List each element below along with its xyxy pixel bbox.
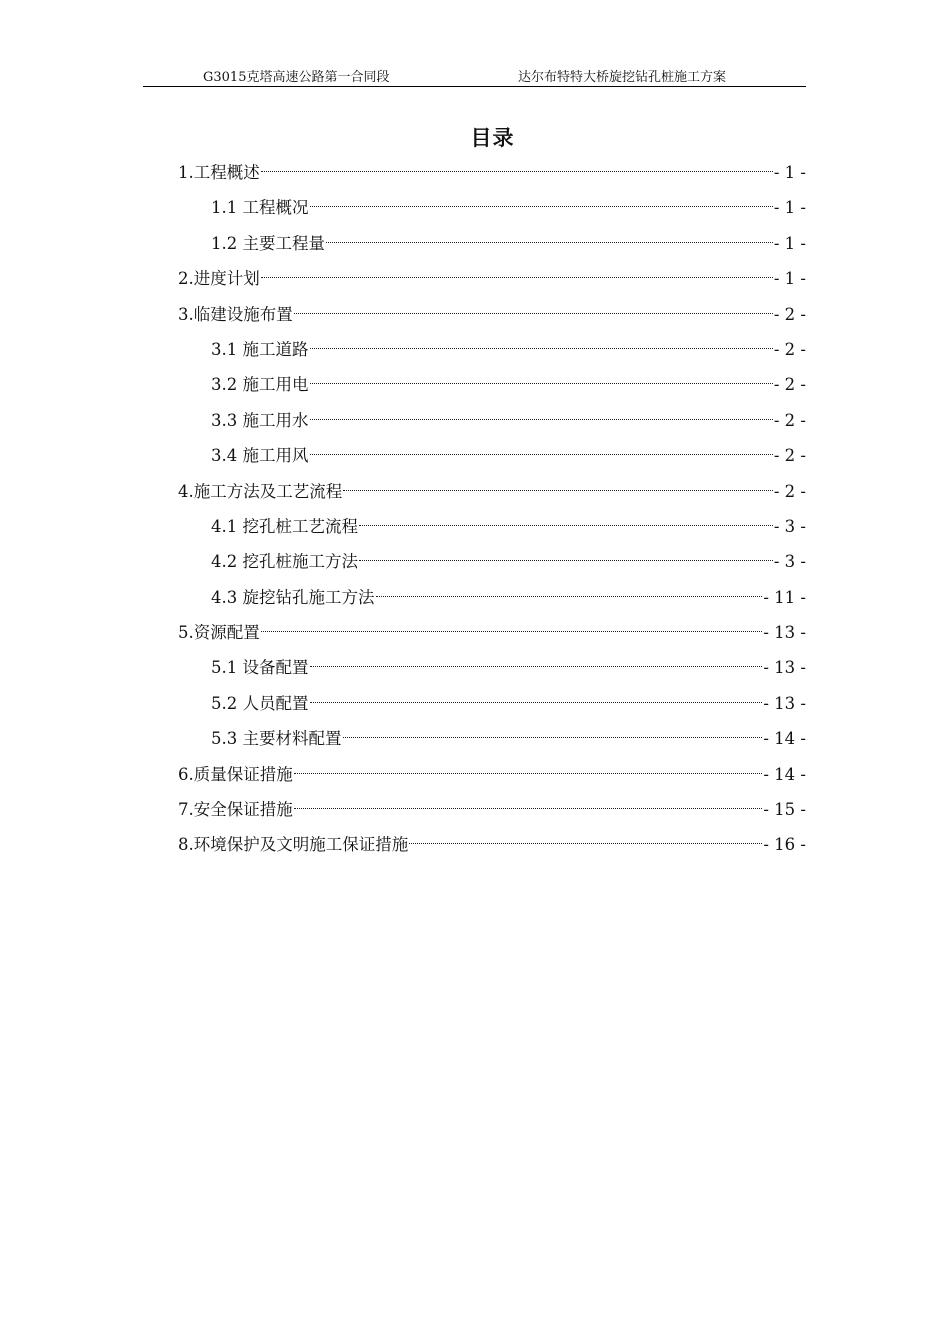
- toc-dot-leader: [326, 242, 773, 243]
- toc-entry-label: 5.2 人员配置: [211, 693, 309, 713]
- toc-entry[interactable]: [178, 155, 806, 190]
- toc-dot-leader: [343, 737, 763, 738]
- toc-entry-label: 1.2 主要工程量: [211, 233, 325, 253]
- toc-entry-label: 1.工程概述: [178, 163, 260, 182]
- toc-entry-page: - 1 -: [773, 198, 806, 218]
- toc-entry-page: - 14 -: [763, 729, 806, 749]
- toc-entry-page: - 1 -: [773, 269, 806, 289]
- toc-entry[interactable]: [178, 474, 806, 509]
- toc-entry-label: 1.1 工程概况: [211, 198, 309, 218]
- toc-entry[interactable]: [178, 261, 806, 296]
- toc-entry-page: - 1 -: [773, 233, 806, 253]
- toc-entry[interactable]: [178, 509, 806, 544]
- header-document-title: 达尔布特特大桥旋挖钻孔桩施工方案: [518, 70, 727, 85]
- toc-entry[interactable]: [178, 792, 806, 827]
- toc-entry-page: - 3 -: [773, 552, 806, 572]
- toc-dot-leader: [261, 171, 773, 172]
- toc-dot-leader: [310, 419, 773, 420]
- toc-entry[interactable]: [178, 757, 806, 792]
- toc-entry[interactable]: [178, 190, 806, 225]
- toc-entry-page: - 16 -: [763, 835, 806, 855]
- toc-entry-label: 2.进度计划: [178, 269, 260, 289]
- toc-entry-page: - 14 -: [763, 764, 806, 784]
- toc-dot-leader: [359, 525, 773, 526]
- toc-entry-page: - 13 -: [763, 658, 806, 678]
- toc-entry-page: - 3 -: [773, 516, 806, 536]
- toc-dot-leader: [359, 560, 773, 561]
- toc-dot-leader: [310, 348, 773, 349]
- toc-entry-page: - 11 -: [763, 587, 806, 607]
- toc-dot-leader: [294, 773, 763, 774]
- toc-entry-page: - 2 -: [773, 410, 806, 430]
- toc-entry-label: 5.3 主要材料配置: [211, 729, 342, 749]
- toc-entry[interactable]: [178, 403, 806, 438]
- toc-entry[interactable]: [178, 650, 806, 685]
- toc-dot-leader: [310, 383, 773, 384]
- toc-entry-page: - 15 -: [763, 800, 806, 820]
- toc-entry[interactable]: [178, 827, 806, 862]
- toc-entry-page: - 2 -: [773, 481, 806, 501]
- toc-entry-label: 8.环境保护及文明施工保证措施: [178, 835, 409, 855]
- toc-title: 目录: [470, 125, 515, 150]
- toc-entry-page: - 2 -: [773, 375, 806, 395]
- toc-entry-label: 4.2 挖孔桩施工方法: [211, 552, 358, 572]
- toc-entry-page: - 13 -: [763, 693, 806, 713]
- toc-dot-leader: [294, 808, 763, 809]
- toc-entry[interactable]: [178, 438, 806, 473]
- toc-entry[interactable]: [178, 332, 806, 367]
- toc-entry-label: 3.3 施工用水: [211, 410, 309, 430]
- toc-entry-page: - 13 -: [763, 623, 806, 643]
- toc-entry[interactable]: [178, 686, 806, 721]
- page-header: [143, 62, 806, 87]
- toc-entry-label: 5.资源配置: [178, 623, 260, 643]
- toc-entry-page: - 1 -: [773, 163, 806, 182]
- toc-entry-label: 3.临建设施布置: [178, 304, 293, 324]
- toc-entry-label: 7.安全保证措施: [178, 800, 293, 820]
- toc-entry[interactable]: [178, 297, 806, 332]
- toc-dot-leader: [294, 313, 773, 314]
- toc-entry[interactable]: [178, 367, 806, 402]
- toc-entry-label: 6.质量保证措施: [178, 764, 293, 784]
- toc-dot-leader: [310, 702, 763, 703]
- toc-entry[interactable]: [178, 580, 806, 615]
- toc-entry-label: 3.4 施工用风: [211, 446, 309, 466]
- toc-entry-page: - 2 -: [773, 304, 806, 324]
- toc-entry-page: - 2 -: [773, 446, 806, 466]
- toc-entry[interactable]: [178, 721, 806, 756]
- toc-dot-leader: [343, 490, 773, 491]
- toc-entry-label: 5.1 设备配置: [211, 658, 309, 678]
- toc-entry[interactable]: [178, 544, 806, 579]
- toc-entry-label: 4.3 旋挖钻孔施工方法: [211, 587, 375, 607]
- toc-entry-label: 3.1 施工道路: [211, 339, 309, 359]
- toc-dot-leader: [310, 666, 763, 667]
- header-project-name: G3015克塔高速公路第一合同段: [203, 70, 390, 85]
- toc-entry[interactable]: [178, 226, 806, 261]
- toc-entry-label: 4.施工方法及工艺流程: [178, 481, 343, 501]
- toc-entry[interactable]: [178, 615, 806, 650]
- toc-dot-leader: [409, 843, 762, 844]
- toc-dot-leader: [261, 277, 773, 278]
- toc-entry-page: - 2 -: [773, 339, 806, 359]
- toc-dot-leader: [310, 206, 773, 207]
- toc-dot-leader: [261, 631, 763, 632]
- toc-dot-leader: [310, 454, 773, 455]
- toc-entry-label: 3.2 施工用电: [211, 375, 309, 395]
- table-of-contents: [178, 155, 806, 863]
- toc-entry-label: 4.1 挖孔桩工艺流程: [211, 516, 358, 536]
- toc-dot-leader: [376, 596, 763, 597]
